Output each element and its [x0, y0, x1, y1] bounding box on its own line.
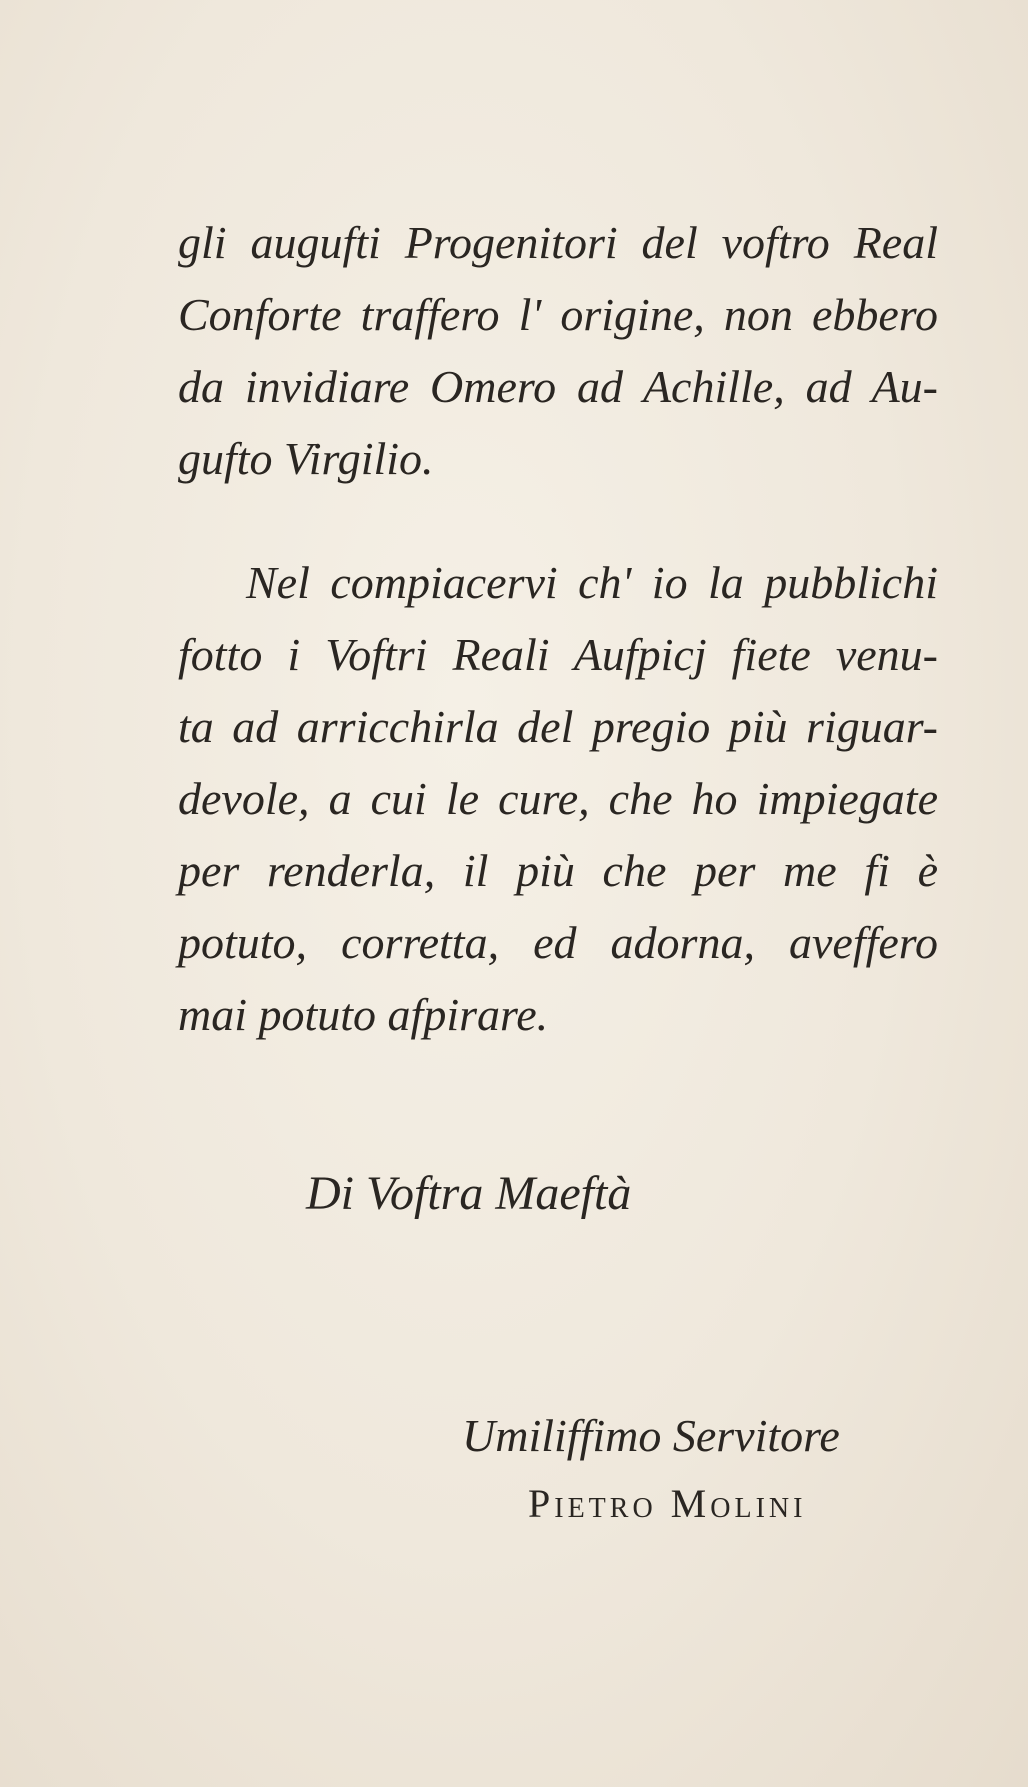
paragraph-2-line: potuto, corretta, ed adorna, aveffero: [178, 917, 938, 968]
signer-name: Pietro Molini: [528, 1481, 807, 1526]
paragraph-2-line: Nel compiacervi ch' io la pubblichi: [246, 557, 938, 608]
paragraph-2: [178, 547, 938, 1051]
paragraph-1-line: gli augufti Progenitori del voftro Real: [178, 217, 938, 268]
closing-salutation: Di Voftra Maeftà: [306, 1167, 632, 1220]
paragraph-2-line: fotto i Voftri Reali Aufpicj fiete venu-: [178, 629, 938, 680]
paragraph-2-line: per renderla, il più che per me fi è: [178, 845, 938, 896]
paragraph-1-line: gufto Virgilio.: [178, 433, 434, 484]
paragraph-1: [178, 207, 938, 495]
paragraph-2-line: ta ad arricchirla del pregio più riguar-: [178, 701, 938, 752]
paragraph-2-line: devole, a cui le cure, che ho impiegate: [178, 773, 938, 824]
paragraph-1-line: da invidiare Omero ad Achille, ad Au-: [178, 361, 938, 412]
paragraph-1-line: Conforte traffero l' origine, non ebbero: [178, 289, 938, 340]
paragraph-2-line: mai potuto afpirare.: [178, 989, 549, 1040]
servant-line: Umiliffimo Servitore: [462, 1410, 840, 1461]
